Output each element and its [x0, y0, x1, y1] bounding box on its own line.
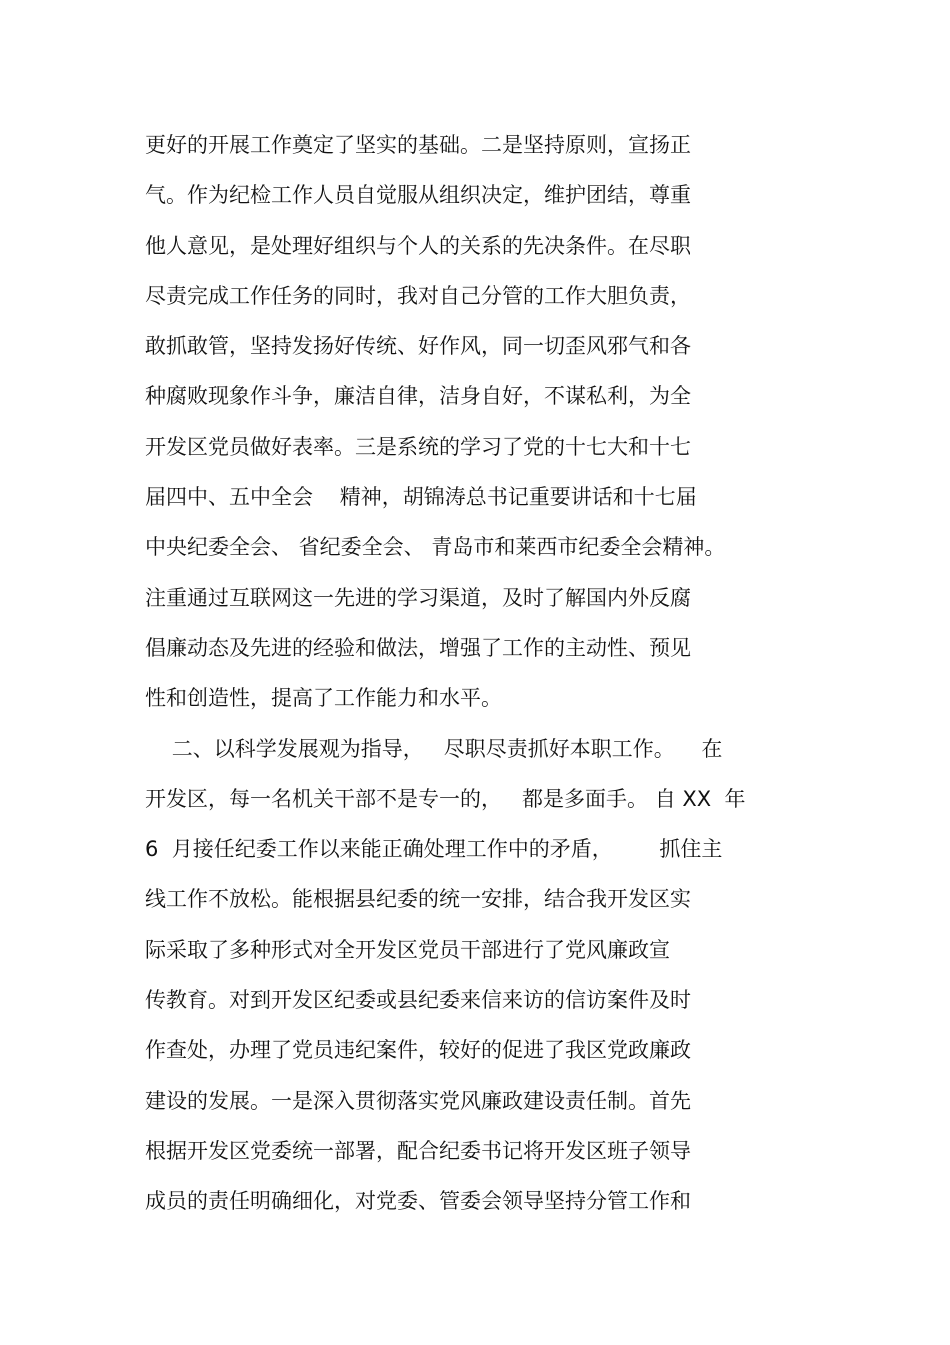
- text-line: 成员的责任明确细化，对党委、管委会领导坚持分管工作和: [145, 1189, 691, 1214]
- text-line: 敢抓敢管，坚持发扬好传统、好作风，同一切歪风邪气和各: [145, 334, 691, 359]
- text-line: 更好的开展工作奠定了坚实的基础。二是坚持原则，宣扬正: [145, 133, 691, 157]
- text-line: 开发区，每一名机关干部不是专一的， 都是多面手。 自 XX 年: [145, 786, 746, 811]
- text-line: 根据开发区党委统一部署，配合纪委书记将开发区班子领导: [145, 1138, 691, 1163]
- text-line: 传教育。对到开发区纪委或县纪委来信来访的信访案件及时: [145, 988, 691, 1013]
- text-line: 作查处，办理了党员违纪案件，较好的促进了我区党政廉政: [145, 1038, 691, 1063]
- text-line: 性和创造性，提高了工作能力和水平。: [145, 686, 502, 711]
- text-line: 气。作为纪检工作人员自觉服从组织决定，维护团结，尊重: [145, 183, 691, 208]
- text-line: 注重通过互联网这一先进的学习渠道，及时了解国内外反腐: [145, 585, 691, 610]
- text-line: 他人意见，是处理好组织与个人的关系的先决条件。在尽职: [145, 233, 691, 258]
- body-text: [145, 120, 825, 1227]
- text-line: 际采取了多种形式对全开发区党员干部进行了党风廉政宣: [145, 937, 670, 962]
- text-line: 中央纪委全会、 省纪委全会、 青岛市和莱西市纪委全会精神。: [145, 535, 726, 560]
- text-line: 6 月接任纪委工作以来能正确处理工作中的矛盾， 抓住主: [145, 837, 723, 862]
- text-line: 倡廉动态及先进的经验和做法，增强了工作的主动性、预见: [145, 635, 691, 660]
- text-line: 建设的发展。一是深入贯彻落实党风廉政建设责任制。首先: [145, 1088, 691, 1113]
- text-line: 二、以科学发展观为指导， 尽职尽责抓好本职工作。 在: [145, 736, 723, 761]
- text-line: 线工作不放松。能根据县纪委的统一安排，结合我开发区实: [145, 887, 691, 912]
- text-line: 开发区党员做好表率。三是系统的学习了党的十七大和十七: [145, 434, 691, 459]
- text-line: 尽责完成工作任务的同时，我对自己分管的工作大胆负责，: [145, 283, 691, 308]
- text-line: 种腐败现象作斗争，廉洁自律，洁身自好，不谋私利，为全: [145, 384, 691, 409]
- text-line: 届四中、五中全会 精神，胡锦涛总书记重要讲话和十七届: [145, 485, 697, 510]
